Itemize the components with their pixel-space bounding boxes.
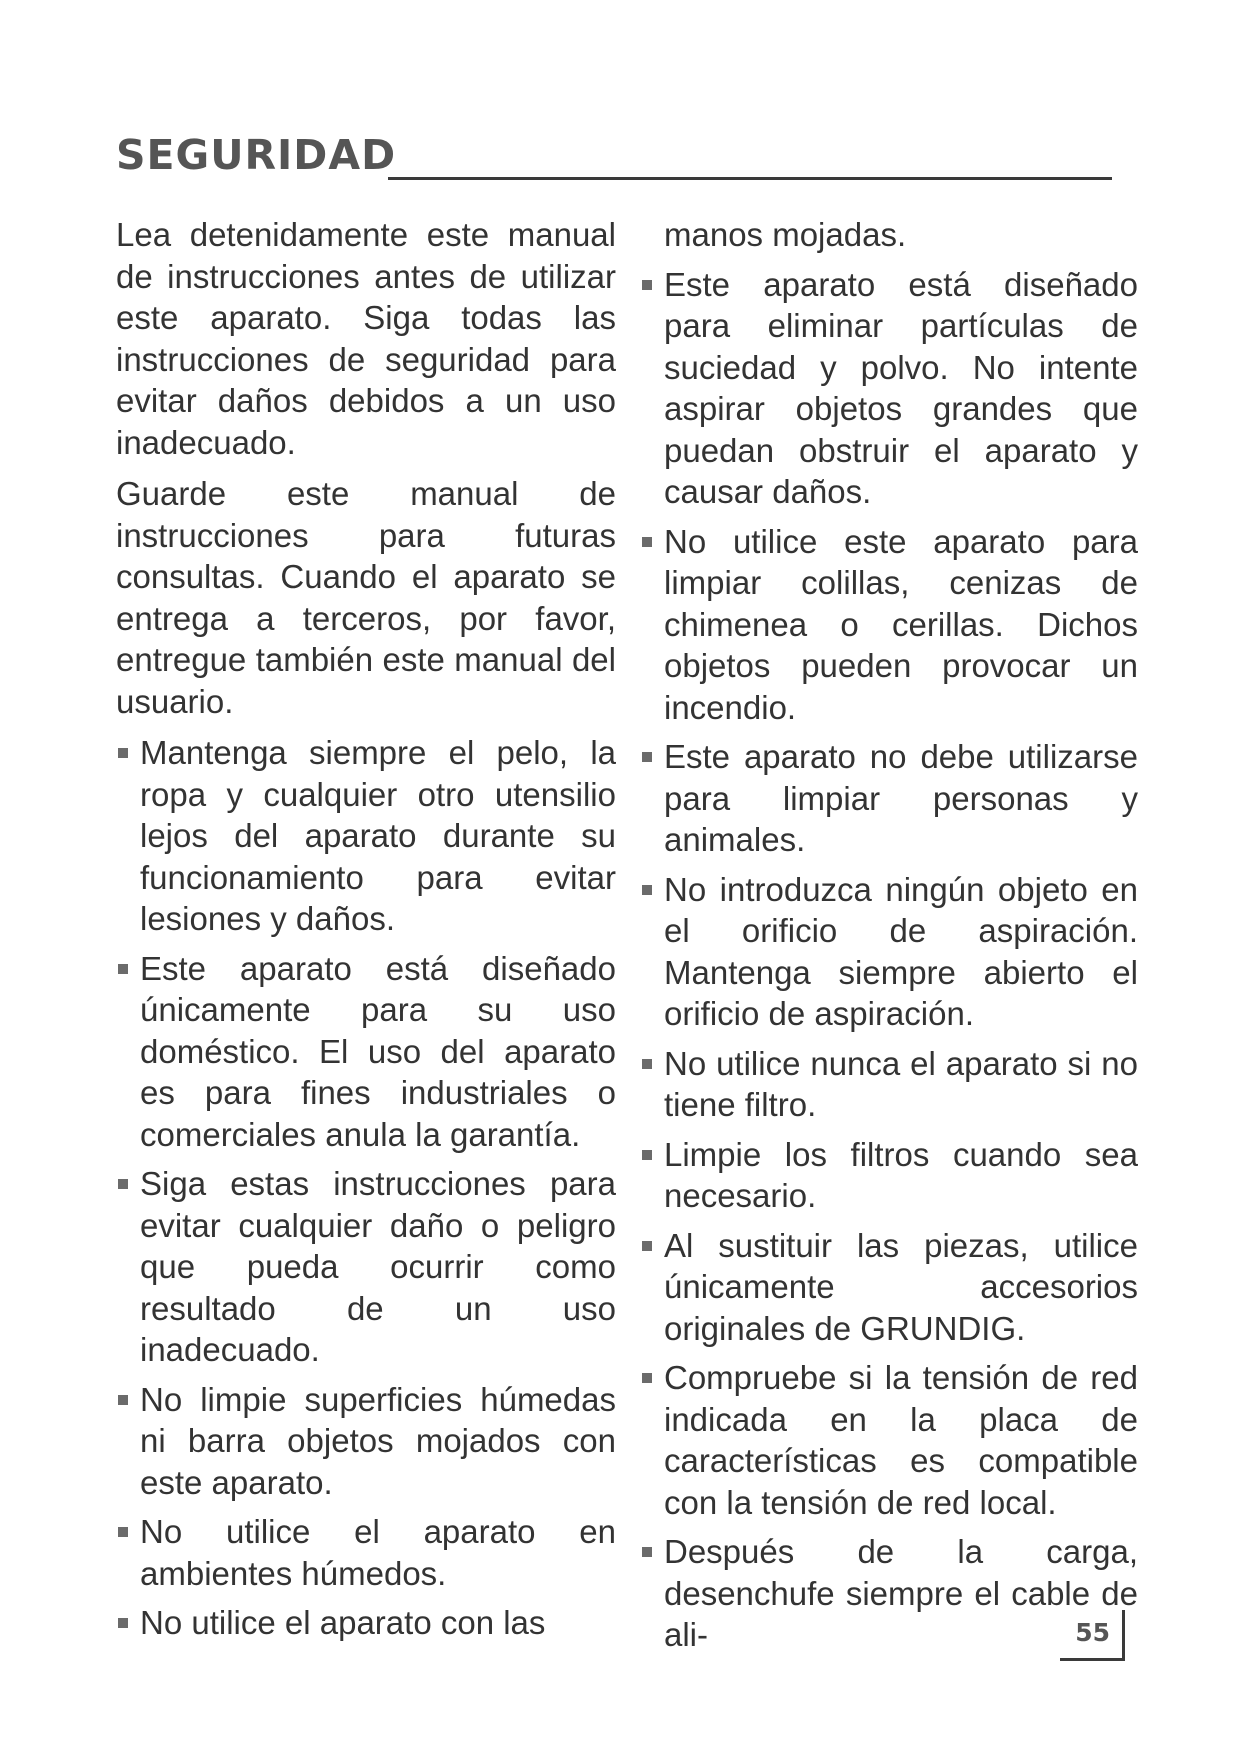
list-item-text: Mantenga siempre el pelo, la ropa y cualquier otro utensilio lejos del aparato durante su funcionamiento para evitar lesiones y daños. [140, 734, 616, 937]
list-item [640, 1225, 1138, 1350]
square-bullet-icon [642, 1150, 652, 1160]
list-item-text: Limpie los filtros cuando sea necesario. [664, 1135, 1138, 1214]
list-item-text: No limpie superficies húmedas ni barra objetos mojados con este aparato. [140, 1380, 616, 1501]
square-bullet-icon [642, 1059, 652, 1069]
square-bullet-icon [642, 752, 652, 762]
right-safety-list [640, 264, 1138, 1656]
list-item-text: No utilice el aparato con las [140, 1604, 546, 1641]
list-item-text: No introduzca ningún objeto en el orificio de aspiración. Mantenga siempre abierto el orificio de aspiración. [664, 870, 1138, 1032]
left-safety-list [116, 732, 616, 1644]
list-item-text: Al sustituir las piezas, utilice únicamente accesorios originales de GRUNDIG. [664, 1226, 1138, 1347]
square-bullet-icon [118, 1179, 128, 1189]
list-item [640, 521, 1138, 729]
list-item-text: Siga estas instrucciones para evitar cualquier daño o peligro que pueda ocurrir como resultado de un uso inadecuado. [140, 1165, 616, 1368]
square-bullet-icon [642, 1547, 652, 1557]
square-bullet-icon [118, 964, 128, 974]
list-item [640, 869, 1138, 1035]
square-bullet-icon [118, 748, 128, 758]
page-number-frame [1060, 1610, 1125, 1661]
list-item-text: Este aparato no debe utilizarse para limpiar personas y animales. [664, 738, 1138, 858]
header-rule [388, 177, 1112, 180]
square-bullet-icon [118, 1618, 128, 1628]
list-item-text: Compruebe si la tensión de red indicada en la placa de características es compatible con la tensión de red local. [664, 1359, 1138, 1521]
list-item-text: Después de la carga, desenchufe siempre el cable de ali- [664, 1533, 1138, 1653]
list-item-text: Este aparato está diseñado para eliminar partículas de suciedad y polvo. No intente aspirar objetos grandes que puedan obstruir el aparato y causar daños. [664, 265, 1138, 510]
square-bullet-icon [642, 885, 652, 895]
list-item [640, 1043, 1138, 1126]
list-item [640, 1357, 1138, 1523]
square-bullet-icon [642, 1373, 652, 1383]
keep-manual-paragraph: Guarde este manual de instrucciones para futuras consultas. Cuando el aparato se entrega a terceros, por favor, entregue también este manual del usuario. [116, 475, 616, 720]
square-bullet-icon [642, 1241, 652, 1251]
list-item [640, 1134, 1138, 1217]
intro-paragraph: Lea detenidamente este manual de instrucciones antes de utilizar este aparato. Siga todas las instrucciones de seguridad para evitar daños debidos a un uso inadecuado. [116, 216, 616, 461]
list-item [116, 1511, 616, 1594]
list-item-text: Este aparato está diseñado únicamente para su uso doméstico. El uso del aparato es para fines industriales o comerciales anula la garantía. [140, 949, 616, 1153]
list-item [116, 1602, 616, 1644]
list-item-text: No utilice este aparato para limpiar colillas, cenizas de chimenea o cerillas. Dichos objetos pueden provocar un incendio. [664, 522, 1138, 726]
page-header [116, 128, 1112, 182]
list-item [640, 736, 1138, 861]
page-number: 55 [1075, 1618, 1110, 1647]
square-bullet-icon [642, 280, 652, 290]
list-item [116, 1379, 616, 1504]
continued-text: manos mojadas. [664, 216, 907, 253]
list-item [640, 264, 1138, 513]
square-bullet-icon [118, 1527, 128, 1537]
list-item [116, 732, 616, 940]
right-column [640, 214, 1138, 1664]
list-item [116, 948, 616, 1156]
list-item-text: No utilice nunca el aparato si no tiene filtro. [664, 1044, 1138, 1123]
left-column [116, 214, 616, 1652]
square-bullet-icon [118, 1395, 128, 1405]
list-item-text: No utilice el aparato en ambientes húmedos. [140, 1513, 616, 1592]
list-item [116, 1163, 616, 1371]
section-title: SEGURIDAD [116, 131, 397, 179]
square-bullet-icon [642, 537, 652, 547]
